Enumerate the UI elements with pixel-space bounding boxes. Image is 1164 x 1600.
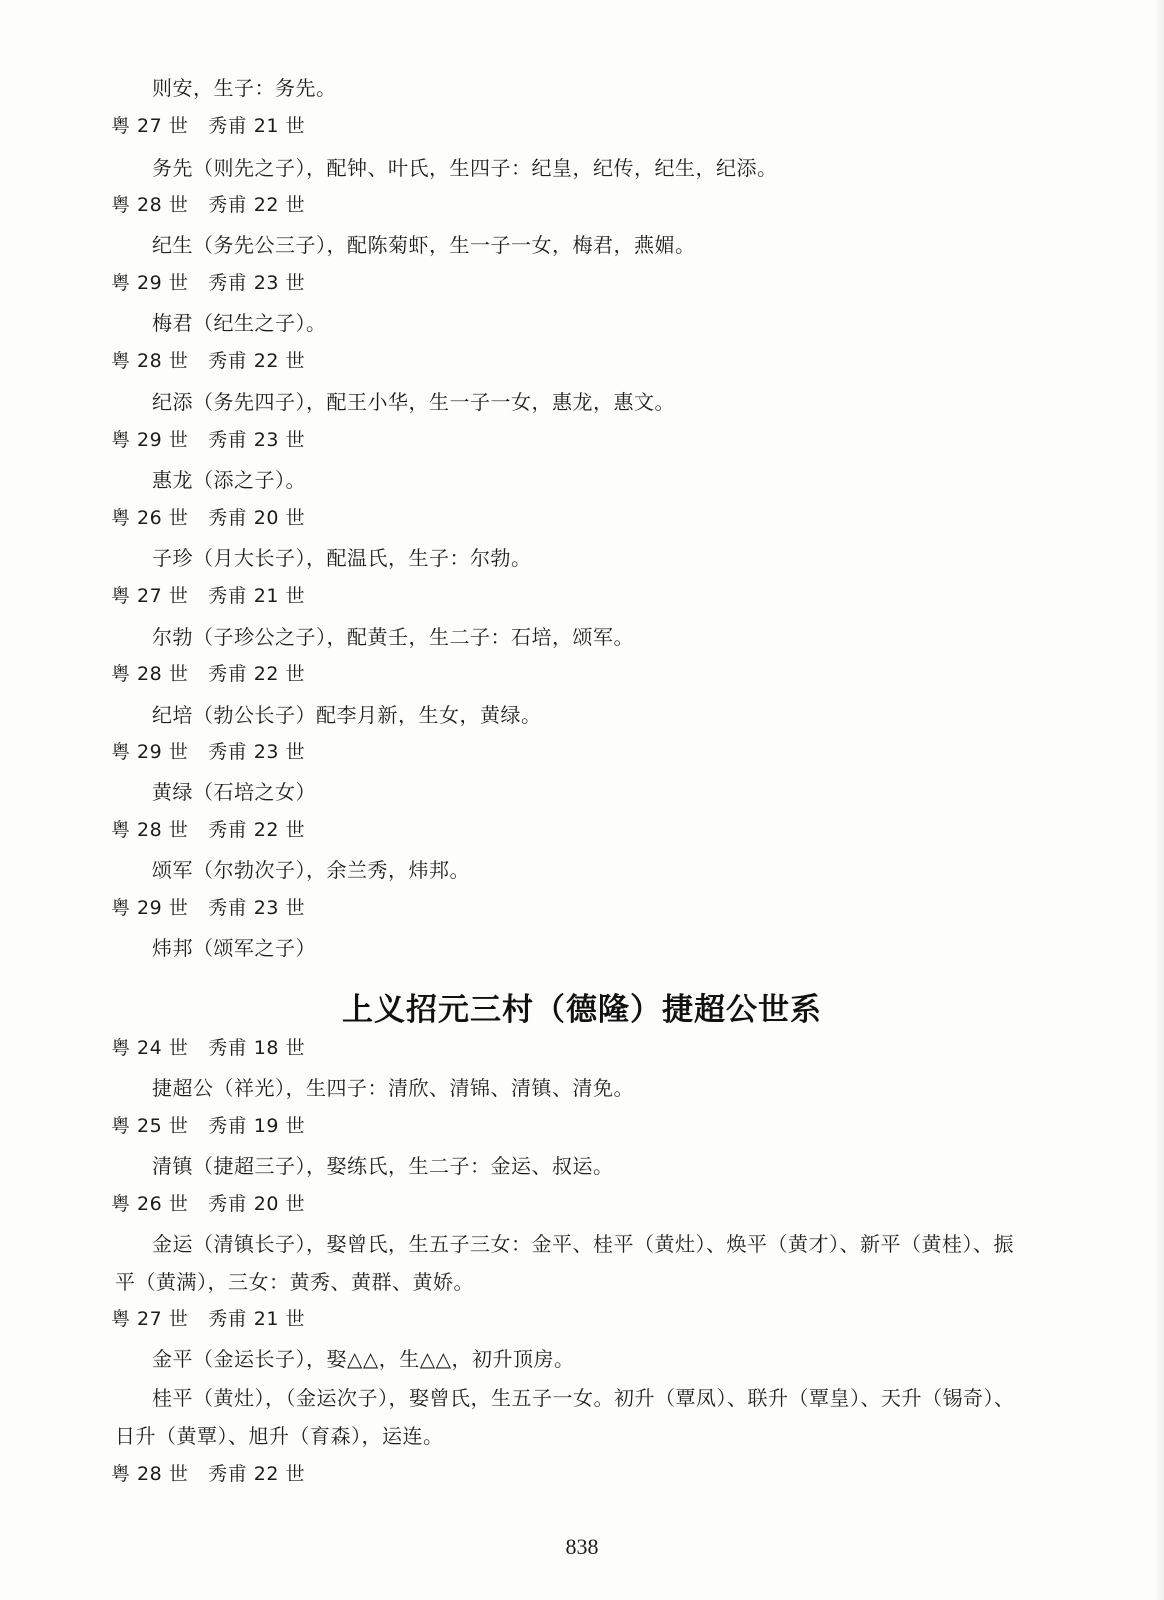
- generation-xiu: 秀甫 23 世: [208, 897, 306, 919]
- page-number: 838: [565, 1534, 599, 1559]
- generation-heading: [111, 896, 305, 920]
- entry-line: 炜邦（颂军之子）: [152, 936, 316, 960]
- generation-heading: [111, 114, 305, 138]
- entry-line: 务先（则先之子），配钟、叶氏，生四子：纪皇，纪传，纪生，纪添。: [152, 156, 778, 180]
- generation-heading: [111, 1192, 305, 1216]
- generation-yue: 粤 26 世: [111, 507, 189, 529]
- entry-line: 桂平（黄灶），（金运次子），娶曾氏，生五子一女。初升（覃凤）、联升（覃皇）、天升（锡奇）、: [152, 1386, 1015, 1410]
- generation-heading: [111, 1462, 305, 1486]
- generation-heading: [111, 349, 305, 373]
- generation-yue: 粤 28 世: [111, 350, 189, 372]
- generation-yue: 粤 28 世: [111, 663, 189, 685]
- entry-continuation-line: 日升（黄覃）、旭升（育森），运连。: [115, 1424, 444, 1448]
- generation-yue: 粤 29 世: [111, 429, 189, 451]
- entry-line: 梅君（纪生之子）。: [152, 311, 327, 335]
- generation-heading: [111, 271, 305, 295]
- generation-yue: 粤 29 世: [111, 897, 189, 919]
- generation-xiu: 秀甫 21 世: [208, 585, 306, 607]
- generation-yue: 粤 26 世: [111, 1193, 189, 1215]
- entry-line: 纪生（务先公三子），配陈菊虾，生一子一女，梅君，燕媚。: [152, 233, 696, 257]
- entry-line: 金运（清镇长子），娶曾氏，生五子三女：金平、桂平（黄灶）、焕平（黄才）、新平（黄桂）、振: [152, 1232, 1014, 1256]
- generation-heading: [111, 506, 305, 530]
- generation-yue: 粤 24 世: [111, 1037, 189, 1059]
- generation-xiu: 秀甫 22 世: [208, 194, 306, 216]
- generation-xiu: 秀甫 23 世: [208, 429, 306, 451]
- generation-xiu: 秀甫 20 世: [208, 507, 306, 529]
- generation-heading: [111, 1307, 305, 1331]
- generation-yue: 粤 25 世: [111, 1115, 189, 1137]
- entry-line: 颂军（尔勃次子），余兰秀，炜邦。: [152, 858, 470, 882]
- generation-yue: 粤 29 世: [111, 741, 189, 763]
- entry-line: 纪培（勃公长子）配李月新，生女，黄绿。: [152, 703, 542, 727]
- generation-xiu: 秀甫 20 世: [208, 1193, 306, 1215]
- generation-heading: [111, 1036, 305, 1060]
- section-title: 上义招元三村（德隆）捷超公世系: [342, 992, 822, 1028]
- generation-heading: [111, 584, 305, 608]
- entry-line: 纪添（务先四子），配王小华，生一子一女，惠龙，惠文。: [152, 390, 675, 414]
- generation-xiu: 秀甫 21 世: [208, 115, 306, 137]
- entry-line: 捷超公（祥光），生四子：清欣、清锦、清镇、清免。: [152, 1076, 634, 1100]
- generation-yue: 粤 29 世: [111, 272, 189, 294]
- generation-yue: 粤 27 世: [111, 585, 189, 607]
- generation-yue: 粤 28 世: [111, 194, 189, 216]
- generation-heading: [111, 818, 305, 842]
- entry-line: 则安，生子：务先。: [152, 76, 337, 100]
- generation-heading: [111, 1114, 305, 1138]
- generation-xiu: 秀甫 22 世: [208, 663, 306, 685]
- generation-xiu: 秀甫 21 世: [208, 1308, 306, 1330]
- entry-line: 子珍（月大长子），配温氏，生子：尔勃。: [152, 546, 532, 570]
- generation-heading: [111, 740, 305, 764]
- entry-continuation-line: 平（黄满），三女：黄秀、黄群、黄娇。: [115, 1270, 474, 1294]
- generation-xiu: 秀甫 23 世: [208, 272, 306, 294]
- generation-xiu: 秀甫 22 世: [208, 819, 306, 841]
- generation-yue: 粤 27 世: [111, 115, 189, 137]
- generation-heading: [111, 193, 305, 217]
- generation-yue: 粤 28 世: [111, 1463, 189, 1485]
- entry-line: 清镇（捷超三子），娶练氏，生二子：金运、叔运。: [152, 1154, 614, 1178]
- generation-xiu: 秀甫 22 世: [208, 1463, 306, 1485]
- generation-heading: [111, 662, 305, 686]
- generation-yue: 粤 28 世: [111, 819, 189, 841]
- generation-xiu: 秀甫 22 世: [208, 350, 306, 372]
- entry-line: 黄绿（石培之女）: [152, 780, 316, 804]
- entry-line: 尔勃（子珍公之子），配黄壬，生二子：石培，颂军。: [152, 625, 634, 649]
- entry-line: 惠龙（添之子）。: [152, 468, 306, 492]
- entry-line: 金平（金运长子），娶△△，生△△，初升顶房。: [152, 1347, 575, 1371]
- generation-xiu: 秀甫 23 世: [208, 741, 306, 763]
- generation-heading: [111, 428, 305, 452]
- generation-yue: 粤 27 世: [111, 1308, 189, 1330]
- generation-xiu: 秀甫 18 世: [208, 1037, 306, 1059]
- generation-xiu: 秀甫 19 世: [208, 1115, 306, 1137]
